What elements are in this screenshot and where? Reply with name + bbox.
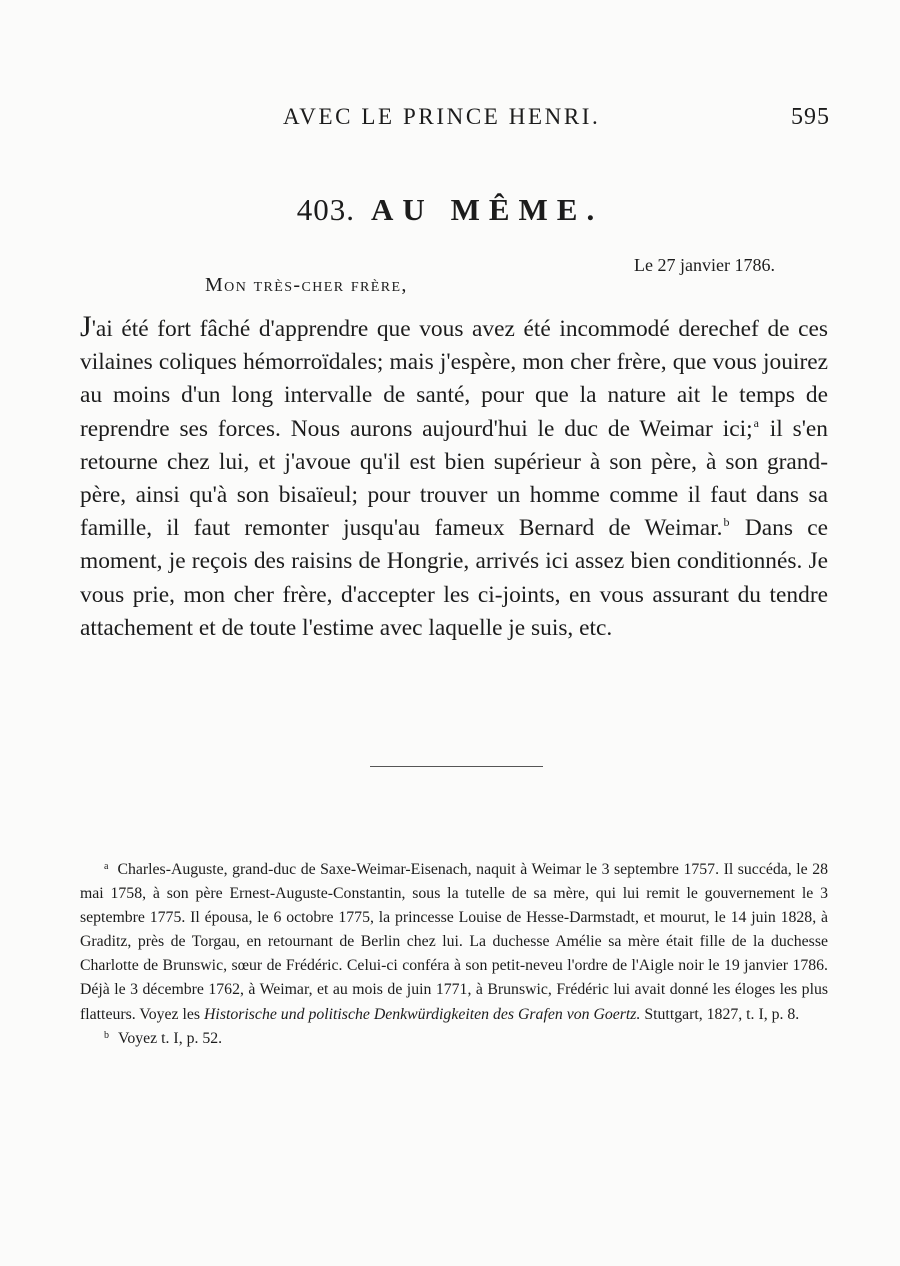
footnote-mark-a: a xyxy=(104,861,109,872)
footnote-a-text: Charles-Auguste, grand-duc de Saxe-Weimar-Eisenach, naquit à Weimar le 3 septembre 1757. Il succéda, le 28 mai 1758, à son père Ernest-Auguste-Constantin, sous la tutelle de sa mère, qui lui remit le gouvernement le 3 septembre 1775. Il épousa, le 6 octobre 1775, la princesse Louise de Hesse-Darmstadt, et mourut, le 14 juin 1828, à Graditz, près de Torgau, en retournant de Berlin chez lui. La duchesse Amélie sa mère était fille de la duchesse Charlotte de Brunswic, sœur de Frédéric. Celui-ci conféra à son petit-neveu l'ordre de l'Aigle noir le 19 janvier 1786. Déjà le 3 décembre 1762, à Weimar, et au mois de juin 1771, à Brunswic, Frédéric lui avait donné les éloges les plus flatteurs. Voyez les xyxy=(80,861,828,1023)
footnote-a-work-title: Historische und politische Denkwürdigkeiten des Grafen von Goertz. xyxy=(204,1005,641,1023)
footnotes xyxy=(80,858,828,1051)
letter-date: Le 27 janvier 1786. xyxy=(634,255,775,275)
letter-number: 403. xyxy=(296,192,356,227)
running-title: AVEC LE PRINCE HENRI. xyxy=(283,104,601,129)
letter-body xyxy=(80,310,828,645)
body-part-3: Dans ce moment, je reçois des raisins de Hongrie, arrivés ici assez bien conditionnés. Je vous prie, mon cher frère, d'accepter les ci-joints, en vous assurant du tendre attachement et de toute l'estime avec laquelle je suis, etc. xyxy=(80,515,828,641)
drop-cap: J xyxy=(80,310,92,343)
letter-heading xyxy=(0,192,900,228)
page-number: 595 xyxy=(791,104,830,130)
footnote-ref-a: a xyxy=(753,415,759,430)
body-part-2: il s'en retourne chez lui, et j'avoue qu'il est bien supérieur à son père, à son grand-père, ainsi qu'à son bisaïeul; pour trouver un homme comme il faut dans sa famille, il faut remonter jusqu'au fameux Bernard de Weimar. xyxy=(80,415,828,542)
footnote-mark-b: b xyxy=(104,1029,109,1041)
body-part-1: 'ai été fort fâché d'apprendre que vous avez été incommodé derechef de ces vilaines coliques hémorroïdales; mais j'espère, mon cher frère, que vous jouirez au moins d'un long intervalle de santé, pour que la nature ait le temps de reprendre ses forces. Nous aurons aujourd'hui le duc de Weimar ici; xyxy=(80,316,828,442)
footnote-a xyxy=(80,858,828,1027)
footnote-ref-b: b xyxy=(723,515,730,530)
footnote-b-text: Voyez t. I, p. 52. xyxy=(118,1029,223,1047)
salutation: Mon très-cher frère, xyxy=(205,274,408,296)
footnote-a-citation: Stuttgart, 1827, t. I, p. 8. xyxy=(640,1005,800,1023)
running-head xyxy=(80,104,830,138)
letter-title: AU MÊME. xyxy=(371,192,604,227)
section-divider xyxy=(370,766,543,767)
footnote-b xyxy=(80,1027,828,1051)
